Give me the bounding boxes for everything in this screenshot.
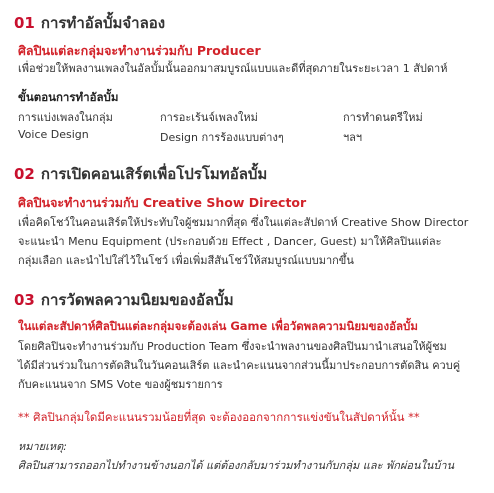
section2-title: การเปิดคอนเสิร์ตเพื่อโปรโมทอัลบั้ม	[40, 165, 268, 183]
section2-line: จะแนะนำ Menu Equipment (ประกอบด้วย Effect , Dancer, Guest) มาให้ศิลปินแต่ละ	[18, 235, 442, 248]
section2-line: เพื่อคิดโชว์ในคอนเสิร์ตให้ประทับใจผู้ชมมากที่สุด ซึ่งในแต่ละสัปดาห์ Creative Show Director	[18, 216, 469, 229]
section2-subtitle: ศิลปินจะทำงานร่วมกับ Creative Show Director	[18, 195, 307, 210]
note-text: ศิลปินสามารถออกไปทำงานข้างนอกได้ แต่ต้องกลับมาร่วมทำงานกับกลุ่ม และ พักผ่อนในบ้าน	[18, 459, 455, 472]
section1-title: การทำอัลบั้มจำลอง	[40, 14, 166, 32]
section3-number: 03	[14, 291, 35, 309]
section3-title: การวัดพลความนิยมของอัลบั้ม	[40, 291, 234, 309]
section1-number: 01	[14, 14, 35, 32]
warning-text: ** ศิลปินกลุ่มใดมีคะแนนรวมน้อยที่สุด จะต้องออกจากการแข่งขันในสัปดาห์นั้น **	[18, 410, 420, 424]
section1-subtitle: ศิลปินแต่ละกลุ่มจะทำงานร่วมกับ Producer	[18, 43, 261, 58]
step-item: Voice Design	[18, 128, 89, 141]
section3-subtitle: ในแต่ละสัปดาห์ศิลปินแต่ละกลุ่มจะต้องเล่น Game เพื่อวัดพลความนิยมของอัลบั้ม	[18, 319, 418, 333]
section3-line: โดยศิลปินจะทำงานร่วมกับ Production Team ซึ่งจะนำพลงานของศิลปินมานำเสนอให้ผู้ชม	[18, 340, 447, 353]
section2-line: กลุ่มเลือก และนำไปใส่ไว้ในโชว์ เพื่อเพิ่มสีสันโชว์ให้สมบูรณ์แบบมากขึ้น	[18, 254, 354, 267]
step-item: ฯลฯ	[343, 131, 363, 144]
steps-title: ขั้นตอนการทำอัลบั้ม	[18, 90, 119, 104]
step-item: การแบ่งเพลงในกลุ่ม	[18, 111, 113, 124]
section3-heading	[14, 288, 234, 312]
section2-number: 02	[14, 165, 35, 183]
section1-desc: เพื่อช่วยให้พลงานเพลงในอัลบั้มนั้นออกมาสมบูรณ์แบบและดีที่สุดภายในระยะเวลา 1 สัปดาห์	[18, 62, 448, 75]
note-label: หมายเหตุ:	[18, 440, 67, 453]
section3-line: กับคะแนนจาก SMS Vote ของผู้ชมรายการ	[18, 378, 223, 391]
section3-line: ได้มีส่วนร่วมในการตัดสินในวันคอนเสิร์ต และนำคะแนนจากส่วนนี้มาประกอบการตัดสิน ควบคู่	[18, 359, 461, 372]
step-item: การทำดนตรีใหม่	[343, 111, 423, 124]
section2-heading	[14, 162, 267, 186]
step-item: การอะเร้นจ์เพลงใหม่	[160, 111, 258, 124]
step-item: Design การร้องแบบต่างๆ	[160, 131, 284, 144]
section1-heading	[14, 11, 165, 35]
